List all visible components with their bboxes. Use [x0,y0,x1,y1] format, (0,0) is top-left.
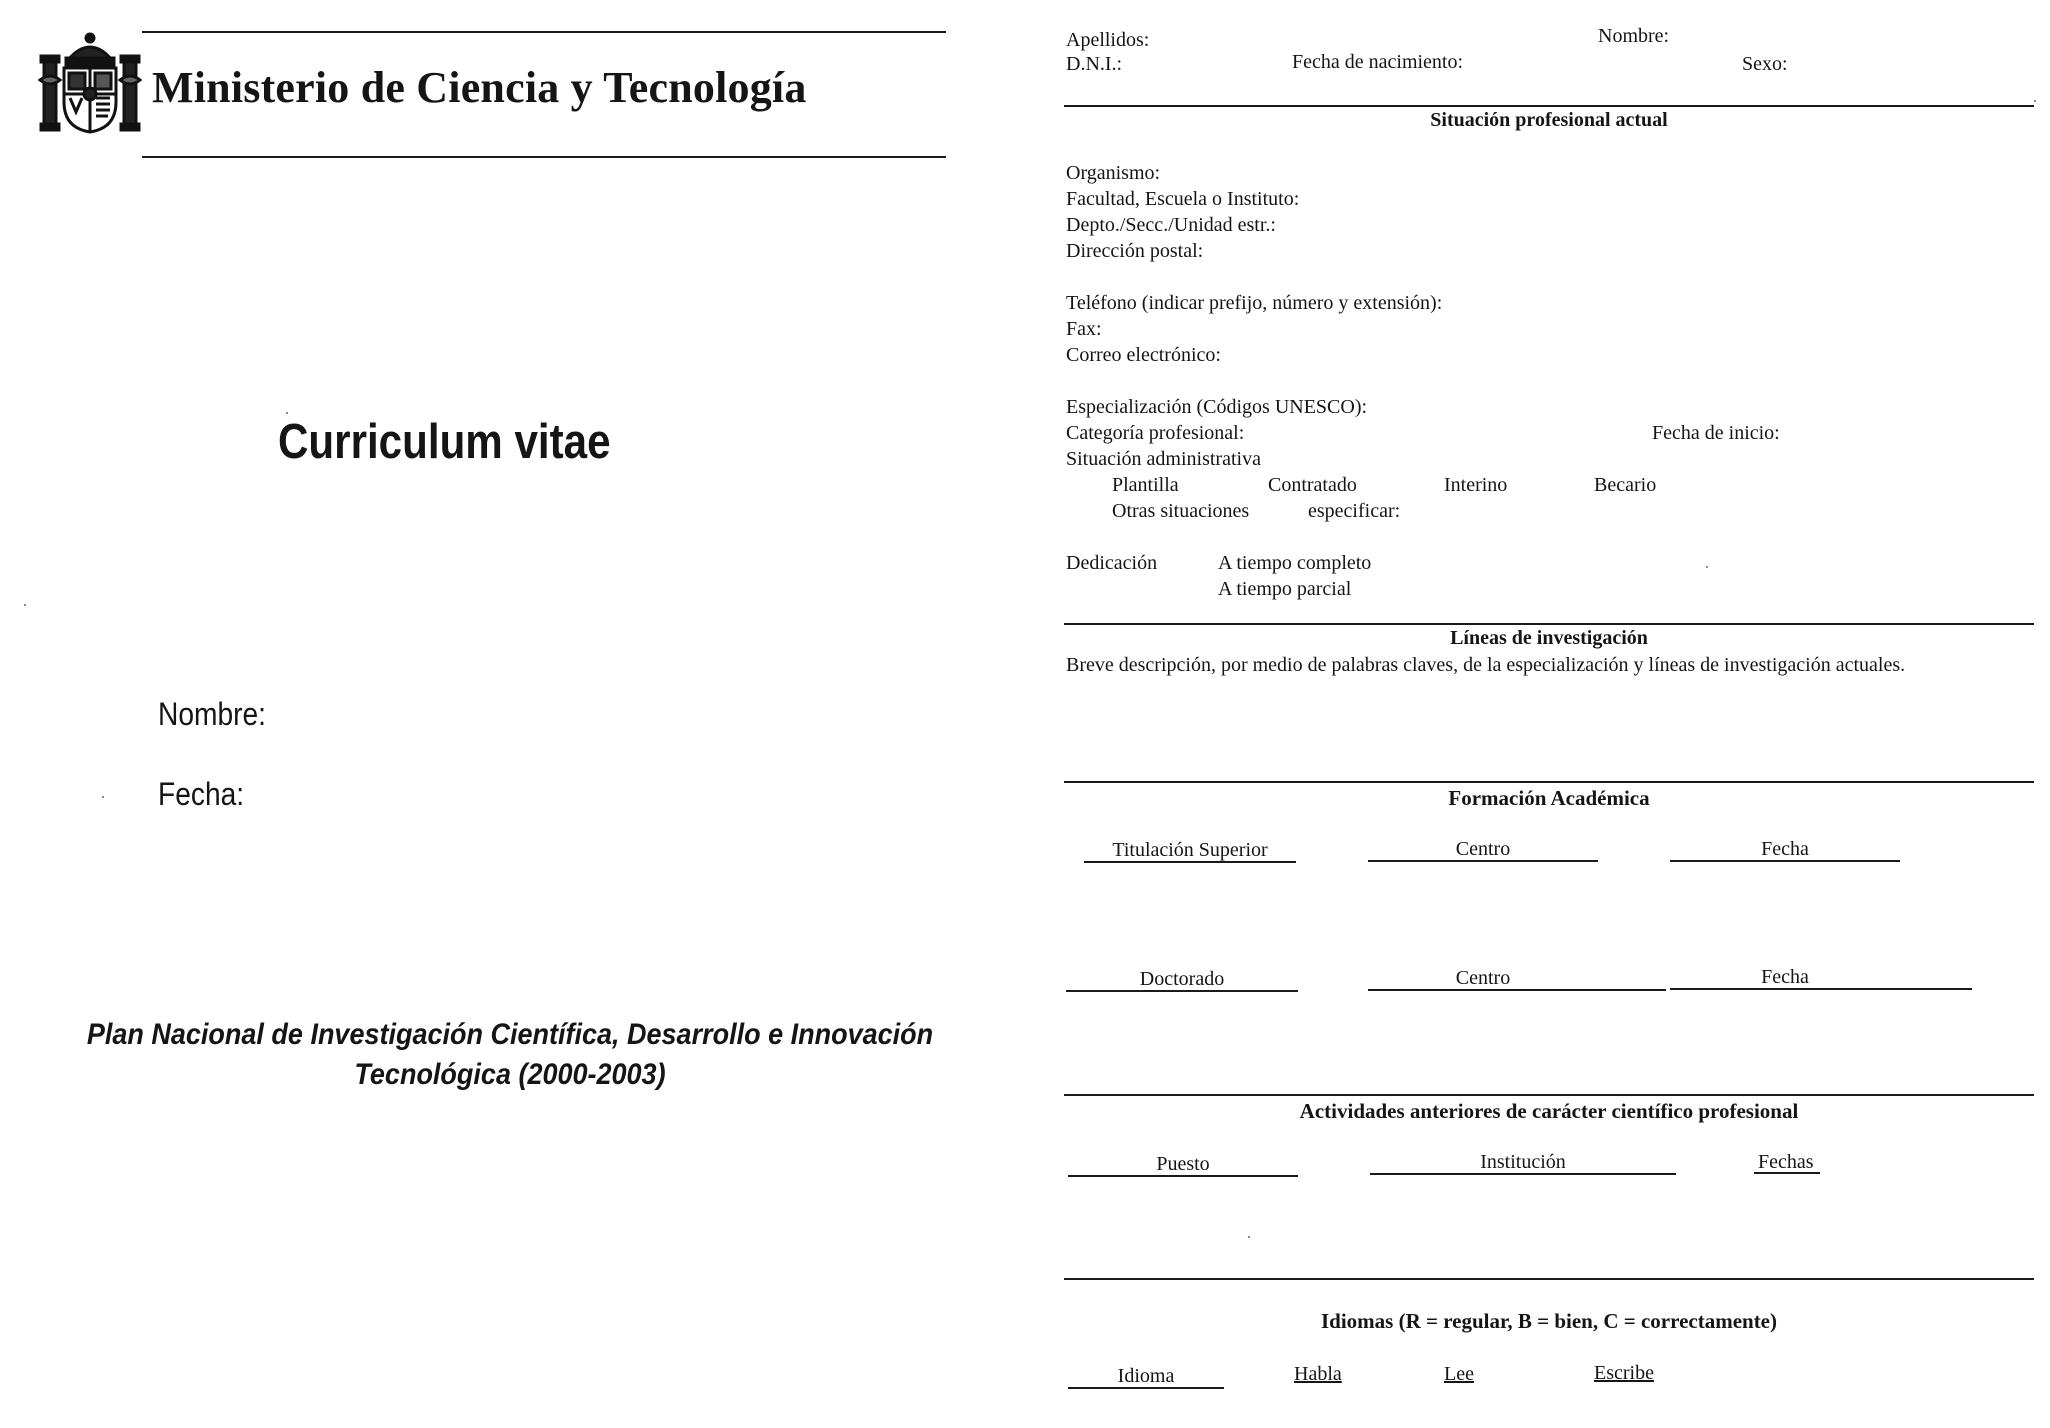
specialization-label: Especialización (Códigos UNESCO): [1066,396,1368,418]
section-rule [1064,623,2034,625]
first-name-label: Nombre: [1598,25,1670,47]
position-header: Puesto [1156,1153,1210,1175]
coat-of-arms-icon [38,32,142,136]
dedication-partial-label: A tiempo parcial [1218,578,1352,600]
doctorate-center-header: Centro [1455,967,1511,989]
underline [1068,1175,1298,1177]
section-rule [1064,1094,2034,1096]
plan-title-line2: Tecnológica (2000-2003) [354,1058,666,1091]
current-position-title: Situación profesional actual [1430,109,1668,131]
reads-header: Lee [1444,1363,1474,1385]
organism-label: Organismo: [1066,162,1161,184]
underline [1754,1172,1820,1174]
header-rule-bottom [142,156,946,158]
education-date-header: Fecha [1761,838,1809,860]
underline [1368,860,1598,862]
status-option-becario: Becario [1594,474,1657,496]
underline [1368,989,1666,991]
doctorate-header: Doctorado [1139,968,1225,990]
research-description: Breve descripción, por medio de palabras claves, de la especialización y líneas de investigación actuales. [1066,654,1906,676]
underline [1084,861,1296,863]
scan-speck [102,796,104,798]
email-label: Correo electrónico: [1066,344,1221,366]
institution-header: Institución [1480,1151,1566,1173]
underline [1068,1387,1224,1389]
other-status-label: Otras situaciones [1112,500,1250,522]
specify-label: especificar: [1308,500,1401,522]
underline [1370,1173,1676,1175]
admin-status-label: Situación administrativa [1066,448,1261,470]
plan-title-line1: Plan Nacional de Investigación Científica, Desarrollo e Innovación [86,1018,934,1051]
status-option-interino: Interino [1444,474,1508,496]
doctorate-date-header: Fecha [1761,966,1809,988]
document-title: Curriculum vitae [278,415,611,469]
scan-speck [1248,1236,1250,1238]
header-rule-top [142,31,946,33]
previous-activities-title: Actividades anteriores de carácter científico profesional [1299,1099,1799,1123]
scan-speck [286,412,288,414]
education-degree-header: Titulación Superior [1112,839,1268,861]
section-rule [1064,105,2034,107]
language-header: Idioma [1117,1365,1175,1387]
phone-label: Teléfono (indicar prefijo, número y extensión): [1066,292,1443,314]
scan-speck [2034,100,2036,102]
start-date-label: Fecha de inicio: [1652,422,1780,444]
cover-date-label: Fecha: [158,776,245,812]
education-title: Formación Académica [1448,786,1650,810]
dates-header: Fechas [1758,1151,1814,1173]
underline [1066,990,1298,992]
section-rule [1064,1278,2034,1280]
languages-title: Idiomas (R = regular, B = bien, C = correctamente) [1320,1309,1778,1333]
writes-header: Escribe [1594,1362,1654,1384]
department-label: Depto./Secc./Unidad estr.: [1066,214,1276,236]
speaks-header: Habla [1294,1363,1342,1385]
address-label: Dirección postal: [1066,240,1204,262]
status-option-plantilla: Plantilla [1112,474,1179,496]
underline [1670,988,1972,990]
surnames-label: Apellidos: [1066,29,1150,51]
category-label: Categoría profesional: [1066,422,1245,444]
cover-name-label: Nombre: [158,696,266,732]
status-option-contratado: Contratado [1268,474,1357,496]
dedication-full-label: A tiempo completo [1218,552,1372,574]
dedication-label: Dedicación [1066,552,1158,574]
faculty-label: Facultad, Escuela o Instituto: [1066,188,1300,210]
fax-label: Fax: [1066,318,1102,340]
dni-label: D.N.I.: [1066,53,1123,75]
research-title: Líneas de investigación [1450,627,1648,649]
ministry-title: Ministerio de Ciencia y Tecnología [152,63,807,112]
birthdate-label: Fecha de nacimiento: [1292,51,1464,73]
section-rule [1064,781,2034,783]
education-center-header: Centro [1455,838,1511,860]
scan-speck [24,604,26,606]
scan-speck [1706,566,1708,568]
sex-label: Sexo: [1742,53,1788,75]
underline [1670,860,1900,862]
